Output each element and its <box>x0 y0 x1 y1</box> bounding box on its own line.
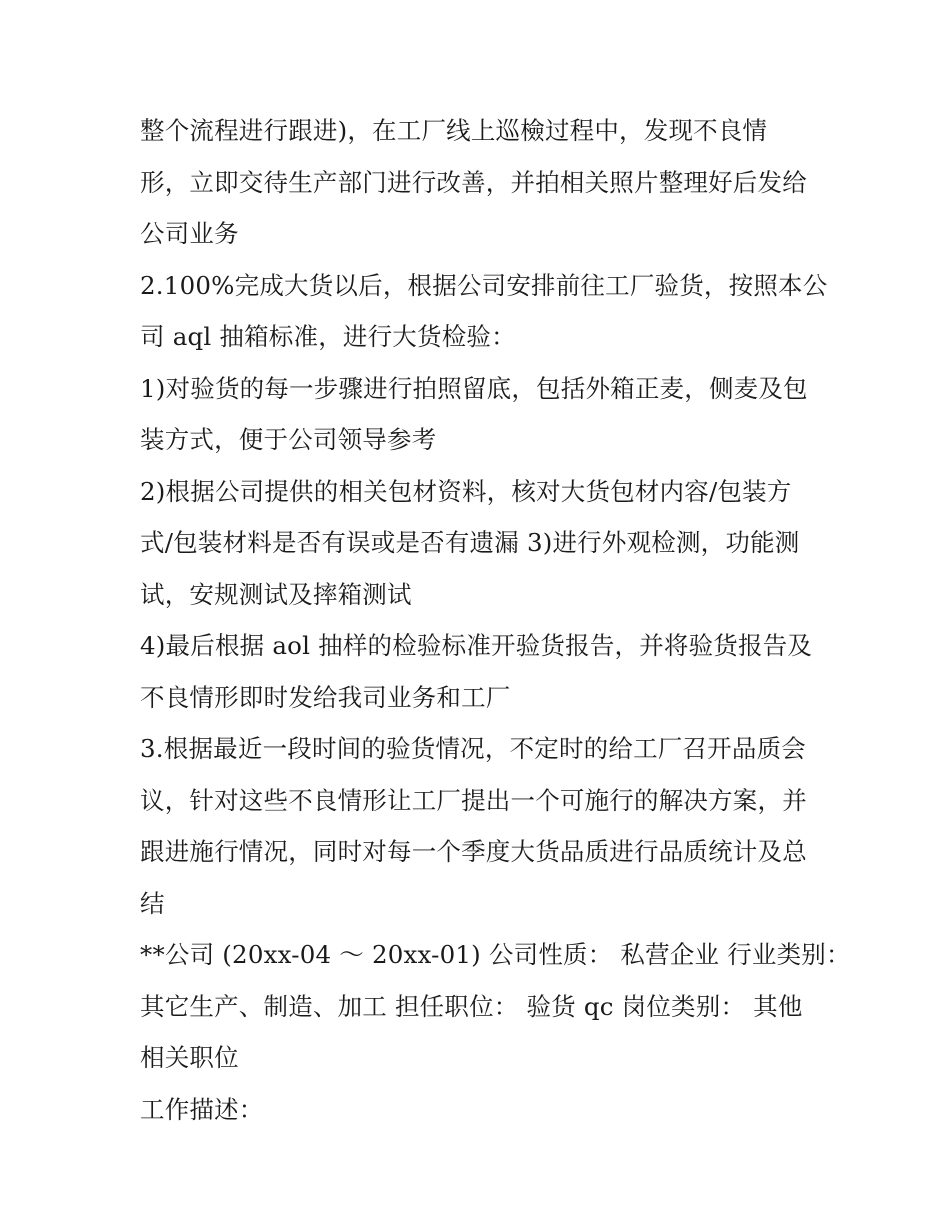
text-line: 式/包装材料是否有误或是否有遗漏 3)进行外观检测，功能测 <box>140 528 800 557</box>
text-line: 不良情形即时发给我司业务和工厂 <box>140 682 511 712</box>
text-line: 2)根据公司提供的相关包材资料，核对大货包材内容/包装方 <box>140 476 792 506</box>
text-line: 整个流程进行跟进)，在工厂线上巡檢过程中，发现不良情 <box>140 116 768 145</box>
text-line: 司 aql 抽箱标准，进行大货检验： <box>140 322 516 351</box>
text-line: 议，针对这些不良情形让工厂提出一个可施行的解决方案，并 <box>140 785 807 815</box>
text-line: 1)对验货的每一步骤进行拍照留底，包括外箱正麦，侧麦及包 <box>140 373 808 403</box>
text-line: **公司 (20xx-04 ～ 20xx-01) 公司性质： 私营企业 行业类别： <box>140 940 851 969</box>
text-line: 3.根据最近一段时间的验货情况，不定时的给工厂召开品质会 <box>140 734 806 763</box>
text-line: 工作描述： <box>140 1094 264 1124</box>
text-line: 其它生产、制造、加工 担任职位： 验货 qc 岗位类别： 其他 <box>140 991 803 1021</box>
text-line: 4)最后根据 aol 抽样的检验标准开验货报告，并将验货报告及 <box>140 631 813 660</box>
text-line: 试，安规测试及摔箱测试 <box>140 579 412 609</box>
text-line: 公司业务 <box>140 219 239 248</box>
text-line: 2.100%完成大货以后，根据公司安排前往工厂验货，按照本公 <box>140 270 828 300</box>
text-line: 跟进施行情况，同时对每一个季度大货品质进行品质统计及总 <box>140 837 807 866</box>
text-line: 相关职位 <box>140 1043 239 1072</box>
text-line: 形，立即交待生产部门进行改善，并拍相关照片整理好后发给 <box>140 167 807 197</box>
document-body <box>140 105 851 1135</box>
text-line: 结 <box>140 888 165 918</box>
text-line: 装方式，便于公司领导参考 <box>140 425 437 454</box>
